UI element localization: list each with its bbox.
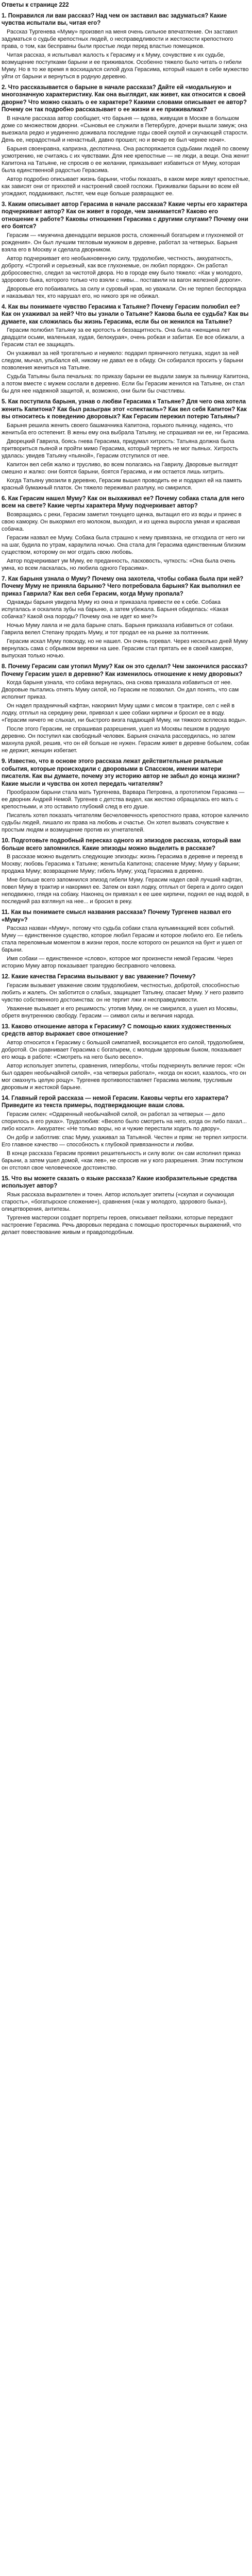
question-block: [2, 575, 250, 660]
question-heading: 10. Подготовьте подробный пересказ одного из эпизодов рассказа, который вам больше всего запомнился. Какие эпизоды можно выделить в рассказе?: [2, 838, 241, 852]
answer-paragraph: Дворецкий Гаврила, боясь гнева Герасима, придумал хитрость: Татьяна должна была притвориться пьяной и пройти мимо Герасима, который терпеть не мог пьяных. Хитрость удалась: увидев Татьяну «пьяной», Герасим отступился от нее.: [2, 438, 238, 459]
answer-text: [2, 854, 250, 906]
question-block: [2, 201, 250, 300]
question-block: [2, 84, 250, 198]
answer-paragraph: Герасим полюбил Татьяну за ее кротость и беззащитность. Она была «женщина лет двадцати осьми, маленькая, худая, белокурая», очень робкая и забитая. Ее все обижали, а Герасим стал ее защищать.: [2, 327, 245, 348]
answer-paragraph: Автор использует эпитеты, сравнения, гиперболы, чтобы подчеркнуть величие героя: «Он был одарен необычайной силой», «за четверых работал», «когда он косил, казалось, что он мог смахнуть целую рощу». Тургенев противопоставляет Герасима мелким, трусливым дворовым и жестокой барыне.: [2, 1062, 246, 1091]
question-block: [2, 495, 250, 572]
answer-paragraph: Герасим — «мужчина двенадцати вершков роста, сложенный богатырем и глухонемой от рождения». Он был лучшим тягловым мужиком в деревне, работал за четверых. Барыня взяла его в Москву и сделала дворником.: [2, 232, 244, 253]
answer-paragraph: Судьба Татьяны была печальна: по приказу барыни ее выдали замуж за пьяницу Капитона, а потом вместе с мужем сослали в деревню. Если бы Герасим женился на Татьяне, он стал бы для нее надежной защитой, и, возможно, они были бы счастливы.: [2, 374, 250, 395]
answer-paragraph: Ночью Муму лаяла и не дала барыне спать. Барыня приказала избавиться от собаки. Гаврила велел Степану продать Муму, и тот продал ее на рынке за полтинник.: [2, 622, 234, 636]
answer-paragraph: Язык рассказа выразителен и точен. Автор использует эпитеты («скупая и скучающая старость», «богатырское сложение»), сравнения («как у молодого, здорового быка»), олицетворения, антитезы.: [2, 1191, 234, 1212]
answer-paragraph: Когда барыня узнала, что собака вернулась, она снова приказала избавиться от нее. Дворовые пытались отнять Муму силой, но Герасим не позволил. Он дал понять, что сам исполнит приказ.: [2, 680, 239, 701]
question-heading: 9. Известно, что в основе этого рассказа лежат действительные реальные события, которые происходили с дворовыми в Спасском, имении матери писателя. Как вы думаете, почему эту историю автор не забыл до конца жизни? Какие мысли и чувства он хотел передать читателям?: [2, 758, 240, 787]
answer-text: [2, 789, 250, 834]
question-block: [2, 1095, 250, 1172]
answer-paragraph: Писатель хотел показать читателям бесчеловечность крепостного права, которое калечило судьбы людей, лишало их права на любовь и счастье. Он хотел вызвать сочувствие к простым людям и возмущение против их угнетателей.: [2, 812, 249, 834]
question-block: [2, 12, 250, 81]
question-list: [2, 12, 250, 1236]
question-heading: 14. Главный герой рассказа — немой Герасим. Каковы черты его характера? Приведите из текста примеры, подтверждающие ваши слова.: [2, 1095, 229, 1109]
answers-page: [0, 0, 252, 1245]
answer-text: [2, 232, 250, 300]
answer-text: [2, 512, 250, 572]
question-block: [2, 837, 250, 906]
answer-text: [2, 115, 250, 198]
answer-paragraph: Мне больше всего запомнился эпизод гибели Муму. Герасим надел свой лучший кафтан, повел Муму в трактир и накормил ее. Затем он взял лодку, отплыл от берега и долго сидел неподвижно, глядя на собаку. Наконец он привязал к ее шее кирпичи, поднял ее над водой, в последний раз взглянул на нее... и бросил в реку.: [2, 877, 249, 905]
question-heading: 11. Как вы понимаете смысл названия рассказа? Почему Тургенев назвал его «Муму»?: [2, 909, 231, 923]
answer-paragraph: Уважение вызывает и его решимость: утопив Муму, он не смирился, а ушел из Москвы, обретя внутреннюю свободу. Герасим — символ силы и величия народа.: [2, 1005, 238, 1019]
question-block: [2, 973, 250, 1020]
answer-paragraph: Автор подробно описывает жизнь барыни, чтобы показать, в каком мире живут крепостные, как зависят они от прихотей и настроений своей госпожи. Приживалки барыни во всем ей угождают, поддакивают, льстят, чем еще больше развращают ее.: [2, 176, 250, 197]
answer-paragraph: После этого Герасим, не спрашивая разрешения, ушел из Москвы пешком в родную деревню. Он поступил как свободный человек. Барыня сначала рассердилась, но затем махнула рукой, решив, что он ей больше не нужен. Герасим живет в деревне бобылем, собак не держит, женщин избегает.: [2, 726, 249, 754]
question-block: [2, 909, 250, 970]
page-title: Ответы к странице 222: [2, 2, 69, 8]
answer-paragraph: Капитон вел себя жалко и трусливо, во всем полагаясь на Гаврилу. Дворовые выглядят смешно и жалко: они боятся барыни, боятся Герасима, и им остается лишь хитрить.: [2, 461, 238, 475]
answer-paragraph: Герасим искал Муму повсюду, но не нашел. Он очень горевал. Через несколько дней Муму вернулась сама с обрывком веревки на шее. Герасим стал прятать ее в своей каморке, выпуская только ночью.: [2, 638, 248, 659]
answer-paragraph: Барыня решила женить своего башмачника Капитона, горького пьяницу, надеясь, что женитьба его остепенит. В жены ему она выбрала Татьяну, не спрашивая ни ее, ни Герасима.: [2, 422, 250, 436]
answer-text: [2, 599, 250, 660]
answer-paragraph: В рассказе можно выделить следующие эпизоды: жизнь Герасима в деревне и переезд в Москву; любовь Герасима к Татьяне; женитьба Капитона; спасение Муму; Муму у барыни; продажа Муму; возвращение Муму; гибель Муму; уход Герасима в деревню.: [2, 854, 243, 875]
answer-text: [2, 925, 250, 970]
answer-paragraph: Прообразом барыни стала мать Тургенева, Варвара Петровна, а прототипом Герасима — ее дворник Андрей Немой. Тургенев с детства видел, как жестоко обращалась его мать с крепостными, и это оставило глубокий след в его душе.: [2, 789, 245, 810]
question-heading: 3. Каким описывает автор Герасима в начале рассказа? Какие черты его характера подчеркивает автор? Как он живет в городе, чем занимается? Каково его отношение к работе? Каковы отношения Герасима с другими слугами? Почему они его боятся?: [2, 201, 248, 230]
question-heading: 8. Почему Герасим сам утопил Муму? Как он это сделал? Чем закончился рассказ? Почему Герасим ушел в деревню? Как изменилось отношение к нему дворовых?: [2, 664, 248, 677]
answer-text: [2, 29, 250, 81]
answer-text: [2, 1040, 250, 1092]
answer-paragraph: Герасим силен: «Одаренный необычайной силой, он работал за четверых — дело спорилось в его руках». Трудолюбив: «Весело было смотреть на него, когда он либо пахал... либо косил». Аккуратен: «Не только воры, но и чужие перестали ходить по двору».: [2, 1111, 247, 1132]
answer-paragraph: Он ухаживал за ней трогательно и неумело: подарил пряничного петушка, ходил за ней следом, мычал, улыбался ей, никому не давал ее в обиду. Он собирался просить у барыни позволения жениться на Татьяне.: [2, 350, 243, 371]
question-heading: 5. Как поступила барыня, узнав о любви Герасима к Татьяне? Для чего она хотела женить Капитона? Как был разыгран этот «спектакль»? Как вел себя Капитон? Как вы относитесь к поведению дворовых? Как Герасим пережил потерю Татьяны?: [2, 399, 247, 420]
question-block: [2, 1175, 250, 1236]
question-block: [2, 1023, 250, 1092]
question-heading: 2. Что рассказывается о барыне в начале рассказа? Дайте ей «модальную» и многозначную характеристику. Как она выглядит, как живет, как относится к своей дворне? Что можно сказать о ее характере? Какими словами описывает ее автор? Почему он так подробно рассказывает о ее жизни и ее приживалках?: [2, 84, 247, 113]
answer-paragraph: Он добр и заботлив: спас Муму, ухаживал за Татьяной. Честен и прям: не терпел хитрости. Его главное качество — способность к глубокой привязанности и любви.: [2, 1134, 248, 1148]
answer-text: [2, 1111, 250, 1172]
answer-paragraph: Когда Татьяну увозили в деревню, Герасим вышел проводить ее и подарил ей на память красный бумажный платок. Он тяжело переживал разлуку, но смирился.: [2, 477, 242, 491]
answer-paragraph: Возвращаясь с реки, Герасим заметил тонущего щенка, вытащил его из воды и принес в свою каморку. Он выкормил его молоком, выходил, и из щенка выросла умная и красивая собачка.: [2, 511, 242, 532]
answer-paragraph: Тургенев мастерски создает портреты героев, описывает пейзажи, которые передают настроение Герасима. Речь дворовых передана с помощью просторечных выражений, что делает повествование живым и правдоподобным.: [2, 1214, 242, 1235]
answer-text: [2, 680, 250, 755]
question-block: [2, 663, 250, 755]
question-heading: 7. Как барыня узнала о Муму? Почему она захотела, чтобы собака была при ней? Почему Муму не приняла барыню? Чего потребовала барыня? Как выполнил ее приказ Гаврила? Как вел себя Герасим, когда Муму пропала?: [2, 575, 244, 597]
question-heading: 15. Что вы можете сказать о языке рассказа? Какие изобразительные средства использует автор?: [2, 1175, 237, 1190]
answer-paragraph: Герасим вызывает уважение своим трудолюбием, честностью, добротой, способностью любить и жалеть. Он заботится о слабых, защищает Татьяну, спасает Муму. У него развито чувство собственного достоинства: он не терпит лжи и несправедливости.: [2, 982, 244, 1003]
question-block: [2, 303, 250, 396]
answer-paragraph: Рассказ Тургенева «Муму» произвел на меня очень сильное впечатление. Он заставил задуматься о судьбе крепостных людей, о несправедливости и жестокости крепостного права, о том, как бесправны были простые люди перед властью помещиков.: [2, 28, 238, 49]
answer-paragraph: В начале рассказа автор сообщает, что барыня — вдова, живущая в Москве в большом доме со множеством дворни. «Сыновья ее служили в Петербурге, дочери вышли замуж; она выезжала редко и уединенно доживала последние годы своей скупой и скучающей старости. День ее, нерадостный и ненастный, давно прошел; но и вечер ее был чернее ночи».: [2, 115, 248, 143]
answer-paragraph: Дворовые его побаивались за силу и суровый нрав, но уважали. Он не терпел беспорядка и наказывал тех, кто нарушал его, но никого зря не обижал.: [2, 285, 246, 299]
answer-paragraph: Герасим назвал ее Муму. Собака была страшно к нему привязана, не отходила от него ни на шаг, будила по утрам, караулила ночью. Она стала для Герасима единственным близким существом, которому он мог отдать свою любовь.: [2, 534, 246, 555]
question-block: [2, 398, 250, 492]
answer-paragraph: Рассказ назван «Муму», потому что судьба собаки стала кульминацией всех событий. Муму — единственное существо, которое любил Герасим и которое любило его. Ее гибель стала переломным моментом в жизни героя, после которого он решился на бунт и ушел от барыни.: [2, 925, 243, 954]
question-heading: 4. Как вы понимаете чувство Герасима к Татьяне? Почему Герасим полюбил ее? Как он ухаживал за ней? Что вы узнали о Татьяне? Какова была ее судьба? Как вы думаете, как сложилась бы жизнь Герасима, если бы он женился на Татьяне?: [2, 303, 249, 325]
answer-text: [2, 422, 250, 492]
question-heading: 13. Каково отношение автора к Герасиму? С помощью каких художественных средств автор выражает свое отношение?: [2, 1023, 231, 1038]
answer-text: [2, 327, 250, 395]
question-heading: 1. Понравился ли вам рассказ? Над чем он заставил вас задуматься? Какие чувства испытали вы, читая его?: [2, 12, 227, 27]
question-block: [2, 758, 250, 834]
answer-paragraph: Автор подчеркивает его необыкновенную силу, трудолюбие, честность, аккуратность, доброту. «Строгий и серьезный, как все глухонемые, он любил порядок». Он работал добросовестно, следил за чистотой двора. Но в городе ему было тяжело: «Как у молодого, здорового быка, которого только что взяли с нивы... поставили на вагон железной дороги».: [2, 255, 243, 283]
answer-paragraph: Имя собаки — единственное «слово», которое мог произнести немой Герасим. Через историю Муму автор показывает трагедию бесправного человека.: [2, 956, 233, 970]
answer-paragraph: В конце рассказа Герасим проявил решительность и силу воли: он сам исполнил приказ барыни, а затем ушел домой, «как лев», не спросив ни у кого разрешения. Этим поступком он отстоял свое человеческое достоинство.: [2, 1150, 243, 1171]
question-heading: 12. Какие качества Герасима вызывают у вас уважение? Почему?: [2, 974, 196, 980]
answer-paragraph: Автор относится к Герасиму с большой симпатией, восхищается его силой, трудолюбием, добротой. Он сравнивает Герасима с богатырем, с молодым здоровым быком, показывает его мощь в работе: «Смотреть на него было весело».: [2, 1039, 245, 1060]
answer-text: [2, 1192, 250, 1236]
answer-paragraph: Однажды барыня увидела Муму из окна и приказала привести ее к себе. Собака испугалась и оскалила зубы на барыню, а затем убежала. Барыня обиделась: «Какая собачка? Какой она породы? Почему она не идет ко мне?»: [2, 599, 229, 620]
answer-paragraph: Он надел праздничный кафтан, накормил Муму щами с мясом в трактире, сел с ней в лодку, отплыл на середину реки, привязал к шее собаки кирпичи и бросил ее в воду. «Герасим ничего не слыхал, ни быстрого визга падающей Муму, ни тяжкого всплеска воды».: [2, 703, 247, 724]
question-heading: 6. Как Герасим нашел Муму? Как он выхаживал ее? Почему собака стала для него всем на свете? Какие черты характера Муму подчеркивает автор?: [2, 495, 245, 510]
answer-paragraph: Автор подчеркивает ум Муму, ее преданность, ласковость, чуткость: «Она была очень умна, ко всем ласкалась, но любила одного Герасима».: [2, 557, 236, 571]
answer-paragraph: Читая рассказ, я испытывал жалость к Герасиму и к Муму, сочувствие к их судьбе, возмущение поступками барыни и ее приживалок. Особенно тяжело было читать о гибели Муму. Но в то же время я восхищался силой духа Герасима, который нашел в себе мужество уйти от барыни и вернуться в родную деревню.: [2, 52, 249, 80]
answer-text: [2, 982, 250, 1020]
answer-paragraph: Барыня своенравна, капризна, деспотична. Она распоряжается судьбами людей по своему усмотрению, не считаясь с их чувствами. Для нее крепостные — не люди, а вещи. Она женит Капитона на Татьяне, не спросив о ее желании, приказывает избавиться от Муму, которая была единственной радостью Герасима.: [2, 145, 249, 174]
